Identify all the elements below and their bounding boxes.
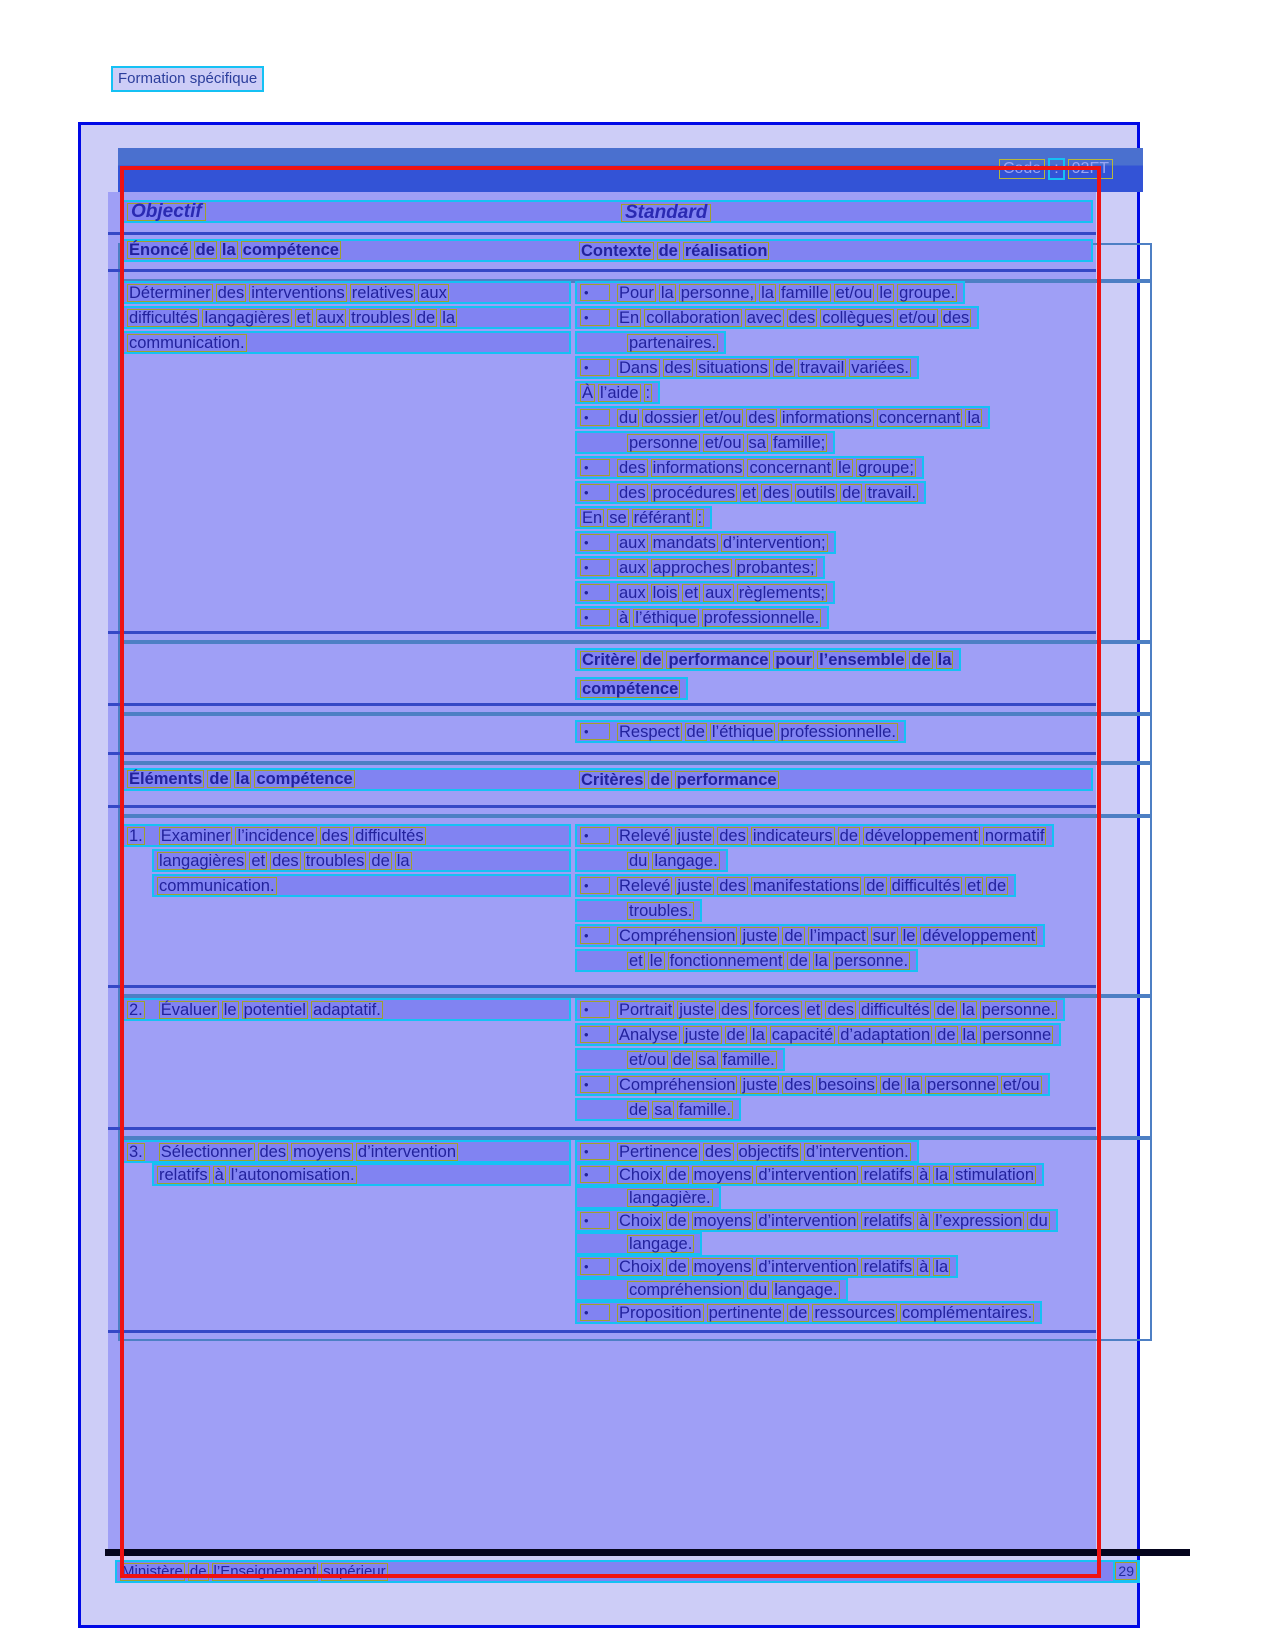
- text-line: partenaires.: [575, 331, 726, 354]
- text-line: compétence: [575, 677, 688, 700]
- footer-rule: [105, 1549, 1190, 1556]
- bullet-line: • des informations concernant le groupe;: [575, 456, 924, 479]
- bullet-line: • Choix de moyens d’intervention relatifs à la stimulation: [575, 1163, 1044, 1186]
- critere-ensemble-header: [575, 648, 961, 706]
- text-line: communication.: [152, 874, 571, 897]
- element-1-criteres: [575, 824, 1054, 974]
- enonce-cell: [122, 281, 571, 356]
- divider: [108, 805, 1096, 808]
- code-line: [996, 158, 1113, 180]
- bullet-line: • Relevé juste des manifestations de difficultés et de: [575, 874, 1016, 897]
- ministry-footer: Ministère de l’Enseignement supérieur: [122, 1562, 386, 1580]
- text-line: 2. Évaluer le potentiel adaptatif.: [122, 998, 571, 1021]
- bullet-line: • Pertinence des objectifs d’intervention.: [575, 1140, 919, 1163]
- element-3-criteres: [575, 1140, 1058, 1324]
- text-line: À l’aide :: [575, 381, 660, 404]
- bullet-line: • Pour la personne, la famille et/ou le groupe.: [575, 281, 965, 304]
- contexte-cell: [575, 281, 990, 631]
- table-header-row: [122, 239, 1093, 264]
- criteres-header: Critères de performance: [581, 771, 777, 789]
- objectif-standard-row: [122, 200, 1093, 225]
- divider: [108, 631, 1096, 634]
- text-line: Critère de performance pour l’ensemble de la: [575, 648, 961, 671]
- enonce-header: Énoncé de la compétence: [129, 241, 339, 259]
- bullet-line: • aux mandats d’intervention;: [575, 531, 836, 554]
- divider: [108, 752, 1096, 755]
- text-line: compréhension du langage.: [575, 1278, 848, 1301]
- page-number: 29: [1115, 1562, 1137, 1580]
- bullet-line: • Choix de moyens d’intervention relatifs à la: [575, 1255, 958, 1278]
- code-value: 02FT: [1068, 159, 1113, 179]
- text-line: Déterminer des interventions relatives aux: [122, 281, 571, 304]
- divider: [108, 269, 1096, 272]
- text-line: 3. Sélectionner des moyens d’intervention: [122, 1140, 571, 1163]
- text-line: de sa famille.: [575, 1098, 741, 1121]
- text-line: [115, 1560, 1140, 1583]
- text-line: [122, 200, 1093, 223]
- text-line: langage.: [575, 1232, 702, 1255]
- text-line: personne et/ou sa famille;: [575, 431, 835, 454]
- text-line: difficultés langagières et aux troubles de la: [122, 306, 571, 329]
- critere-ensemble-cell: [575, 720, 906, 745]
- divider: [108, 232, 1096, 235]
- bullet-line: • Dans des situations de travail variées.: [575, 356, 919, 379]
- bullet-line: • des procédures et des outils de travail.: [575, 481, 926, 504]
- bullet-line: • Relevé juste des indicateurs de développement normatif: [575, 824, 1054, 847]
- divider: [108, 1127, 1096, 1130]
- elements-header: Éléments de la compétence: [129, 770, 353, 788]
- bullet-line: • En collaboration avec des collègues et/ou des: [575, 306, 979, 329]
- standard-heading: Standard: [621, 202, 714, 224]
- bullet-line: • Analyse juste de la capacité d’adaptation de la personne: [575, 1023, 1061, 1046]
- text-line: du langage.: [575, 849, 728, 872]
- section-label: Formation spécifique: [111, 66, 264, 92]
- objectif-heading: Objectif: [127, 201, 209, 223]
- text-line: et/ou de sa famille.: [575, 1048, 785, 1071]
- text-line: En se référant :: [575, 506, 712, 529]
- code-separator: :: [1048, 158, 1064, 180]
- elements-header-row: [122, 768, 1093, 793]
- text-line: troubles.: [575, 899, 702, 922]
- element-2-enonce: [122, 998, 571, 1023]
- text-line: [122, 239, 1093, 262]
- text-line: 1. Examiner l’incidence des difficultés: [122, 824, 571, 847]
- footer-row: [115, 1560, 1140, 1585]
- text-line: communication.: [122, 331, 571, 354]
- title-band: [118, 148, 1143, 192]
- bullet-line: • à l’éthique professionnelle.: [575, 606, 829, 629]
- bullet-line: • Compréhension juste des besoins de la personne et/ou: [575, 1073, 1050, 1096]
- text-line: relatifs à l’autonomisation.: [152, 1163, 571, 1186]
- bullet-line: • Portrait juste des forces et des difficultés de la personne.: [575, 998, 1065, 1021]
- bullet-line: • du dossier et/ou des informations concernant la: [575, 406, 990, 429]
- text-line: et le fonctionnement de la personne.: [575, 949, 918, 972]
- bullet-line: • aux lois et aux règlements;: [575, 581, 835, 604]
- bullet-line: • Choix de moyens d’intervention relatifs à l’expression du: [575, 1209, 1058, 1232]
- bullet-line: • aux approches probantes;: [575, 556, 825, 579]
- text-line: [122, 768, 1093, 791]
- divider: [108, 1330, 1096, 1333]
- code-label: Code: [999, 159, 1045, 179]
- element-2-criteres: [575, 998, 1065, 1123]
- contexte-header: Contexte de réalisation: [581, 242, 768, 260]
- text-line: langagières et des troubles de la: [152, 849, 571, 872]
- element-3-enonce: [122, 1140, 571, 1186]
- bullet-line: • Compréhension juste de l’impact sur le développement: [575, 924, 1045, 947]
- bullet-line: • Respect de l’éthique professionnelle.: [575, 720, 906, 743]
- bullet-line: • Proposition pertinente de ressources complémentaires.: [575, 1301, 1042, 1324]
- element-1-enonce: [122, 824, 571, 899]
- divider: [108, 985, 1096, 988]
- text-line: langagière.: [575, 1186, 721, 1209]
